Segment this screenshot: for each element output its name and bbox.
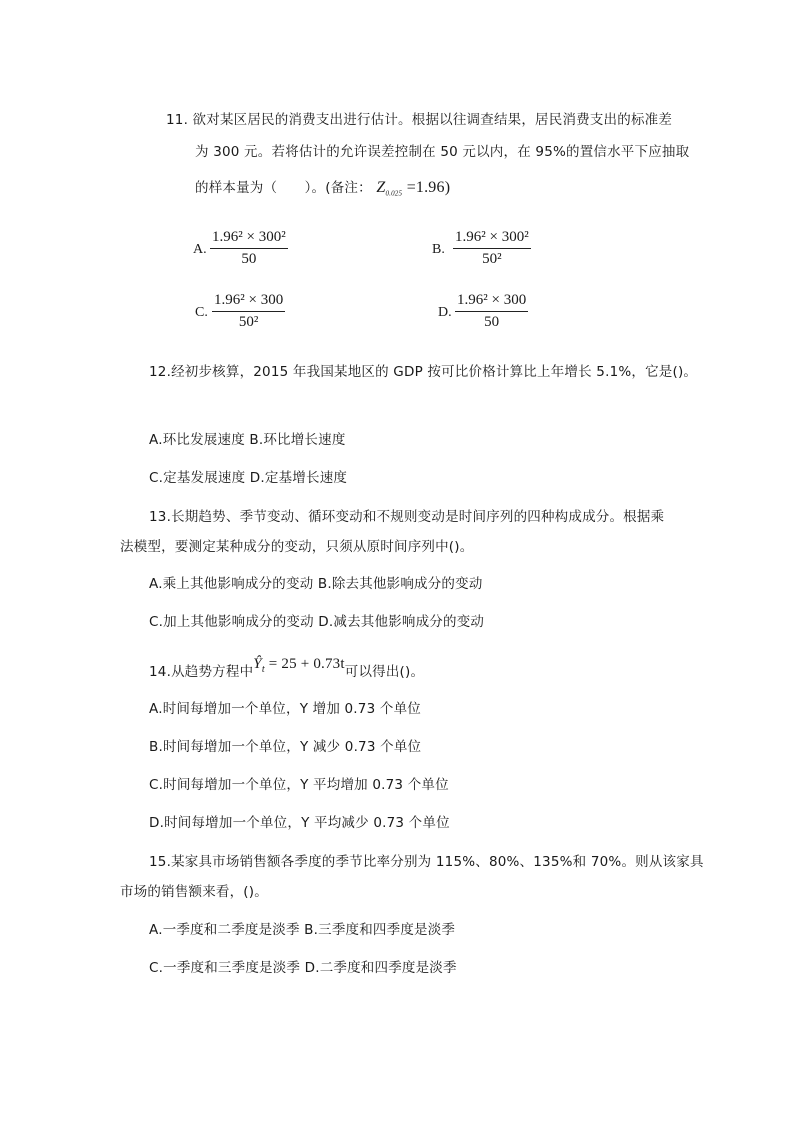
q14-option-c: C.时间每增加一个单位，Y 平均增加 0.73 个单位 <box>149 777 449 793</box>
q11-option-c-denominator: 50² <box>212 311 285 331</box>
z-symbol: Z <box>376 179 386 196</box>
q11-line1: 11. 欲对某区居民的消费支出进行估计。根据以往调查结果，居民消费支出的标准差 <box>166 112 673 128</box>
q11-option-a-fraction <box>210 229 288 268</box>
q11-option-c-label: C. <box>195 305 208 320</box>
q11-line3-text: 的样本量为（ ）。(备注： <box>195 180 372 196</box>
q14-option-d: D.时间每增加一个单位，Y 平均减少 0.73 个单位 <box>149 815 450 831</box>
q11-option-d-fraction <box>455 292 528 331</box>
q13-line1: 13.长期趋势、季节变动、循环变动和不规则变动是时间序列的四种构成成分。根据乘 <box>149 509 665 525</box>
q11-option-d-denominator: 50 <box>455 311 528 331</box>
z-subscript: 0.025 <box>385 189 403 198</box>
q11-option-d-numerator: 1.96² × 300 <box>457 292 527 308</box>
q11-option-a-numerator: 1.96² × 300² <box>212 229 286 245</box>
q14-option-a: A.时间每增加一个单位，Y 增加 0.73 个单位 <box>149 701 421 717</box>
q15-line2: 市场的销售额来看，()。 <box>120 884 268 900</box>
q13-options-cd: C.加上其他影响成分的变动 D.减去其他影响成分的变动 <box>149 614 485 630</box>
z-value: =1.96) <box>406 179 451 196</box>
q11-option-b-label: B. <box>432 242 445 257</box>
q11-option-d-label: D. <box>438 305 452 320</box>
q11-line3 <box>195 176 450 198</box>
q11-option-c-numerator: 1.96² × 300 <box>214 292 284 308</box>
q14-stem-suffix: 可以得出()。 <box>344 664 425 680</box>
q11-line2: 为 300 元。若将估计的允许误差控制在 50 元以内，在 95%的置信水平下应抽取 <box>195 144 690 160</box>
trend-equation-rhs: = 25 + 0.73t <box>264 656 345 672</box>
q14-stem-prefix: 14.从趋势方程中 <box>149 664 254 680</box>
q11-option-b-numerator: 1.96² × 300² <box>455 229 529 245</box>
q11-option-b-denominator: 50² <box>453 248 531 268</box>
q13-options-ab: A.乘上其他影响成分的变动 B.除去其他影响成分的变动 <box>149 576 483 592</box>
q12-options-ab: A.环比发展速度 B.环比增长速度 <box>149 432 346 448</box>
q11-option-a-label: A. <box>193 242 207 257</box>
q11-option-c-fraction <box>212 292 285 331</box>
q15-options-cd: C.一季度和三季度是淡季 D.二季度和四季度是淡季 <box>149 960 457 976</box>
q15-options-ab: A.一季度和二季度是淡季 B.三季度和四季度是淡季 <box>149 922 456 938</box>
q13-line2: 法模型，要测定某种成分的变动，只须从原时间序列中()。 <box>120 539 474 555</box>
q11-option-a-denominator: 50 <box>210 248 288 268</box>
q12-stem: 12.经初步核算，2015 年我国某地区的 GDP 按可比价格计算比上年增长 5.1%，它是()。 <box>149 364 698 380</box>
trend-equation-sub: t <box>261 664 265 675</box>
trend-equation-lhs: Ŷ <box>253 656 262 672</box>
q15-line1: 15.某家具市场销售额各季度的季节比率分别为 115%、80%、135%和 70%。则从该家具 <box>149 854 704 870</box>
q11-option-b-fraction <box>453 229 531 268</box>
trend-equation <box>253 656 345 675</box>
q14-stem <box>149 656 425 683</box>
q12-options-cd: C.定基发展速度 D.定基增长速度 <box>149 470 348 486</box>
q14-option-b: B.时间每增加一个单位，Y 减少 0.73 个单位 <box>149 739 422 755</box>
